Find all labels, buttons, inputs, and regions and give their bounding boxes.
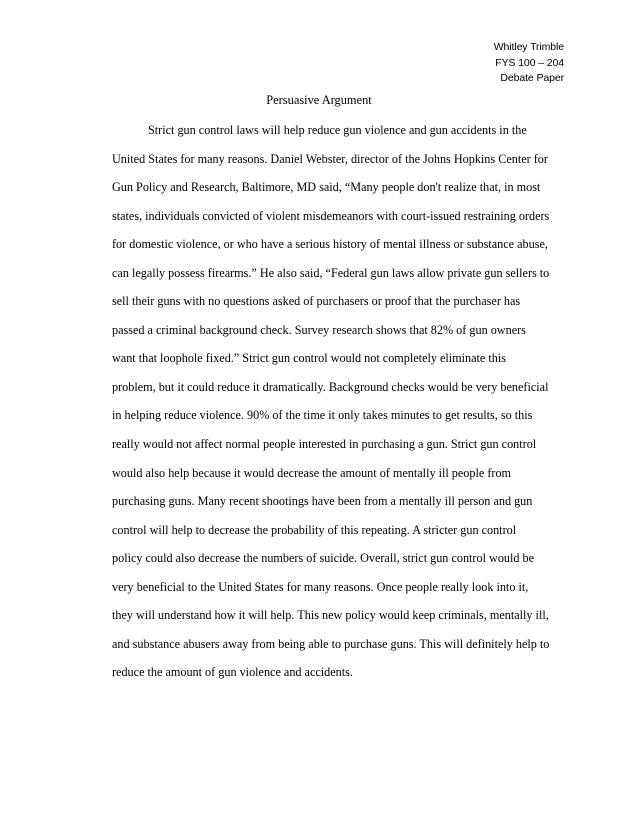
body-line: states, individuals convicted of violent misdemeanors with court-issued restraining orders: [112, 208, 550, 223]
body-line: for domestic violence, or who have a serious history of mental illness or substance abuse,: [112, 237, 548, 252]
author-name: Whitley Trimble: [493, 41, 564, 53]
body-line: purchasing guns. Many recent shootings have been from a mentally ill person and gun: [112, 494, 533, 509]
body-line: want that loophole fixed.” Strict gun control would not completely eliminate this: [112, 351, 506, 366]
course-code: FYS 100 – 204: [495, 56, 564, 69]
body-line: can legally possess firearms.” He also said, “Federal gun laws allow private gun sellers to: [112, 265, 550, 280]
body-line: and substance abusers away from being able to purchase guns. This will definitely help to: [112, 636, 550, 651]
body-text: [112, 122, 572, 693]
body-line: United States for many reasons. Daniel Webster, director of the Johns Hopkins Center for: [112, 151, 548, 166]
assignment-name: Debate Paper: [500, 72, 564, 84]
body-line: really would not affect normal people interested in purchasing a gun. Strict gun control: [112, 437, 537, 452]
body-line: problem, but it could reduce it dramatically. Background checks would be very beneficial: [112, 379, 549, 394]
body-line: passed a criminal background check. Survey research shows that 82% of gun owners: [112, 322, 526, 337]
body-line: would also help because it would decrease the amount of mentally ill people from: [112, 465, 512, 480]
document-header: [494, 40, 564, 87]
body-line: they will understand how it will help. This new policy would keep criminals, mentally ill,: [112, 608, 549, 623]
body-line: in helping reduce violence. 90% of the time it only takes minutes to get results, so this: [112, 408, 533, 423]
body-line: control will help to decrease the probability of this repeating. A stricter gun control: [112, 522, 517, 537]
body-line: policy could also decrease the numbers of suicide. Overall, strict gun control would be: [112, 551, 535, 566]
body-line: Gun Policy and Research, Baltimore, MD said, “Many people don't realize that, in most: [112, 180, 541, 195]
body-line: Strict gun control laws will help reduce gun violence and gun accidents in the: [148, 123, 527, 137]
page-title: Persuasive Argument: [266, 93, 372, 107]
body-line: very beneficial to the United States for many reasons. Once people really look into it,: [112, 579, 529, 594]
body-line: sell their guns with no questions asked of purchasers or proof that the purchaser has: [112, 294, 521, 309]
body-line: reduce the amount of gun violence and accidents.: [112, 665, 353, 680]
